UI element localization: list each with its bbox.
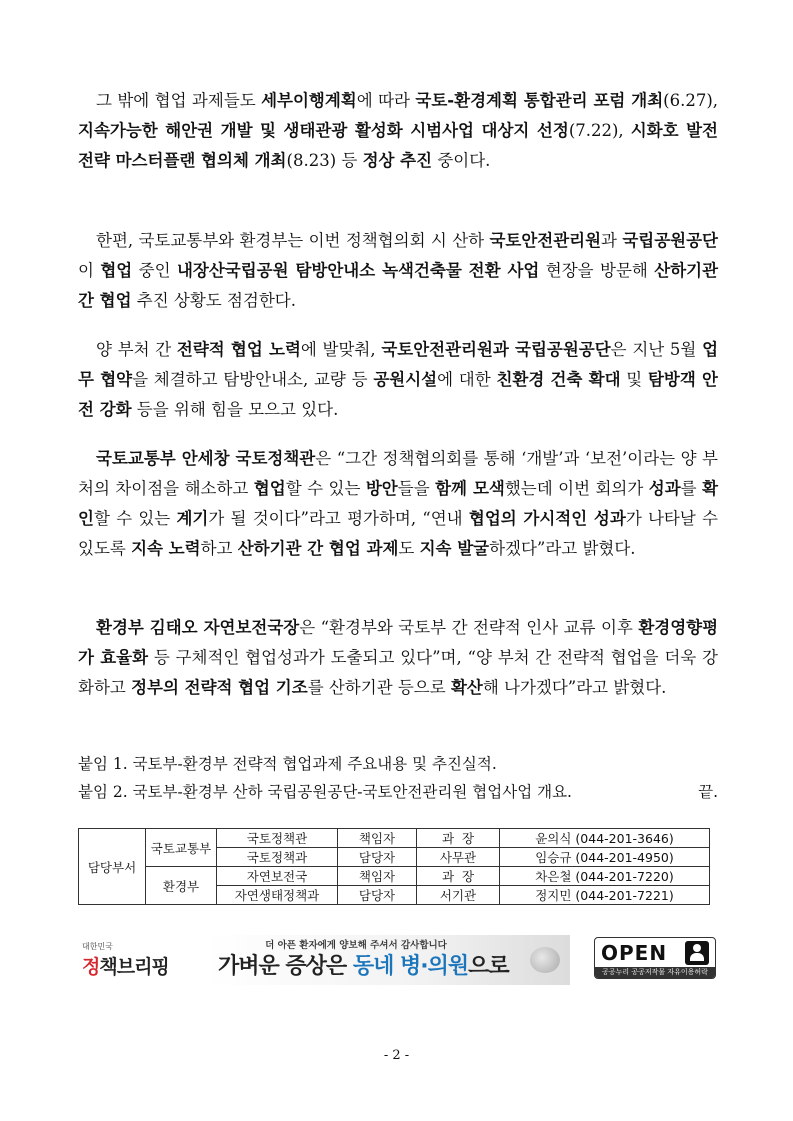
emphasis-text: 지속가능한 해안권 개발 및 생태관광 활성화 시범사업 대상지 선정 [78,121,569,140]
person-cell: 윤의식 (044-201-3646) [500,829,710,848]
body-text: 하고 [200,539,238,558]
kogl-open-license[interactable] [594,937,716,979]
body-text: (8.23) 등 [286,151,363,170]
emphasis-text: 확산 [450,678,483,697]
body-text: 할 수 있는 [93,509,177,528]
emphasis-text: 산하기관 간 협업 [78,261,719,310]
banner-title [218,949,509,980]
title-cell: 사무관 [417,848,500,867]
body-text: 은 “그간 정책협의회를 통해 ‘개발’과 ‘보전’이라는 양 부처의 차이점을 해소하고 [78,449,718,498]
office-cell: 국토정책관 [217,829,338,848]
ministry-molit: 국토교통부 [146,829,217,867]
emphasis-text: 성과 [648,479,681,498]
emphasis-text: 세부이행계획 [261,91,357,110]
office-cell: 국토정책과 [217,848,338,867]
emphasis-text: 함께 모색 [435,479,505,498]
body-text: (6.27), [663,91,718,110]
body-text: 중인 [132,261,177,280]
body-text: 에 대한 [437,370,497,389]
body-text: 가 나타날 수 있도록 [78,509,718,558]
emphasis-text: 업무 협약 [78,340,719,389]
body-text: 에 발맞춰, [300,340,382,359]
role-cell: 담당자 [338,886,417,905]
body-text: 현장을 방문해 [539,261,655,280]
role-cell: 책임자 [338,829,417,848]
attachment-2: 붙임 2. 국토부-환경부 산하 국립공원공단-국토안전관리원 협업사업 개요. [78,783,572,801]
body-text: 들을 [397,479,436,498]
emphasis-text: 환경부 김태오 자연보전국장 [96,618,300,637]
paragraph-2 [78,226,718,316]
body-text: 중이다. [432,151,491,170]
body-text: 그 밖에 협업 과제들도 [96,91,262,110]
body-text: 추진 상황도 점검한다. [131,291,296,310]
body-text: 과 [601,231,623,250]
role-cell: 담당자 [338,848,417,867]
body-text: 했는데 이번 회의가 [504,479,649,498]
person-cell: 차은철 (044-201-7220) [500,867,710,886]
body-text: 은 “환경부와 국토부 간 전략적 인사 교류 이후 [299,618,639,637]
attachments [78,750,718,806]
emphasis-text: 정상 추진 [362,151,433,170]
body-text: 하겠다”라고 밝혔다. [489,539,636,558]
person-icon [685,941,709,965]
body-text: 을 체결하고 탐방안내소, 교량 등 [132,370,374,389]
policy-briefing-logo[interactable] [82,941,177,985]
body-text: 한편, 국토교통부와 환경부는 이번 정책협의회 시 산하 [96,231,490,250]
body-text: 도 [398,539,420,558]
body-text: 양 부처 간 [96,340,177,359]
person-cell: 정지민 (044-201-7221) [500,886,710,905]
person-cell: 임승규 (044-201-4950) [500,848,710,867]
emphasis-text: 지속 발굴 [419,539,490,558]
contact-table [78,828,710,905]
emphasis-text: 국토안전관리원과 국립공원공단 [381,340,611,359]
emphasis-text: 전략적 협업 노력 [176,340,301,359]
emphasis-text: 방안 [365,479,398,498]
body-text: 해 나가겠다”라고 밝혔다. [482,678,667,697]
page-number: - 2 - [383,1048,410,1063]
role-cell: 책임자 [338,867,417,886]
body-text: 를 산하기관 등으로 [307,678,451,697]
body-text: 가 될 것이다”라고 평가하며, “연내 [208,509,469,528]
title-cell: 서기관 [417,886,500,905]
body-text: 에 따라 [356,91,416,110]
emphasis-text: 내장산국립공원 탐방안내소 녹색건축물 전환 사업 [176,261,540,280]
footer-banners [78,935,718,985]
open-text: OPEN [601,941,668,965]
body-text: 등 구체적인 협업성과가 도출되고 있다”며, “양 부처 간 전략적 협업을 더욱 강화하고 [78,648,718,697]
emphasis-text: 산하기관 간 협업 과제 [237,539,399,558]
body-text: (7.22), [568,121,631,140]
paragraph-3 [78,335,718,425]
logo-red-text: 정 [82,956,100,978]
emphasis-text: 국토교통부 안세창 국토정책관 [96,449,316,468]
emphasis-text: 환경영향평가 효율화 [78,618,719,667]
banner-title-part2: 으로 [468,954,509,979]
end-mark: 끝. [698,783,718,801]
title-cell: 과 장 [417,829,500,848]
office-cell: 자연생태정책과 [217,886,338,905]
banner-title-highlight: 동네 병·의원 [352,954,469,979]
emphasis-text: 공원시설 [373,370,438,389]
logo-text: 책브리핑 [99,956,169,978]
body-text: 할 수 있는 [285,479,366,498]
emphasis-text: 협업 [253,479,286,498]
emphasis-text: 친환경 건축 확대 [496,370,621,389]
logo-small-text: 대한민국 [82,942,113,951]
emphasis-text: 국립공원공단 [622,231,718,250]
emphasis-text: 협업 [100,261,133,280]
body-text: 이 [78,261,101,280]
emphasis-text: 국토-환경계획 통합관리 포럼 개최 [415,91,664,110]
banner-subtitle: 더 아픈 환자에게 양보해 주셔서 감사합니다 [265,940,447,951]
emphasis-text: 확인 [78,479,719,528]
pill-icon [530,947,560,973]
license-caption: 공공누리 공공저작물 자유이용허락 [595,967,715,978]
emphasis-text: 탐방객 안전 강화 [78,370,718,419]
campaign-banner[interactable] [206,935,570,985]
emphasis-text: 계기 [176,509,209,528]
body-text: 를 [680,479,703,498]
emphasis-text: 지속 노력 [131,539,201,558]
office-cell: 자연보전국 [217,867,338,886]
body-text: 등을 위해 힘을 모으고 있다. [131,400,339,419]
dept-label: 담당부서 [79,829,146,905]
emphasis-text: 시화호 발전 전략 마스터플랜 협의체 개최 [78,121,718,170]
banner-title-part1: 가벼운 증상은 [218,954,353,979]
paragraph-4 [78,444,718,564]
paragraph-5 [78,613,718,703]
body-text: 은 지난 5월 [610,340,703,359]
ministry-me: 환경부 [146,867,217,905]
attachment-1: 붙임 1. 국토부-환경부 전략적 협업과제 주요내용 및 추진실적. [78,755,497,773]
emphasis-text: 협업의 가시적인 성과 [468,509,626,528]
emphasis-text: 국토안전관리원 [489,231,602,250]
title-cell: 과 장 [417,867,500,886]
emphasis-text: 정부의 전략적 협업 기조 [131,678,308,697]
paragraph-1 [78,86,718,176]
body-text: 및 [620,370,648,389]
